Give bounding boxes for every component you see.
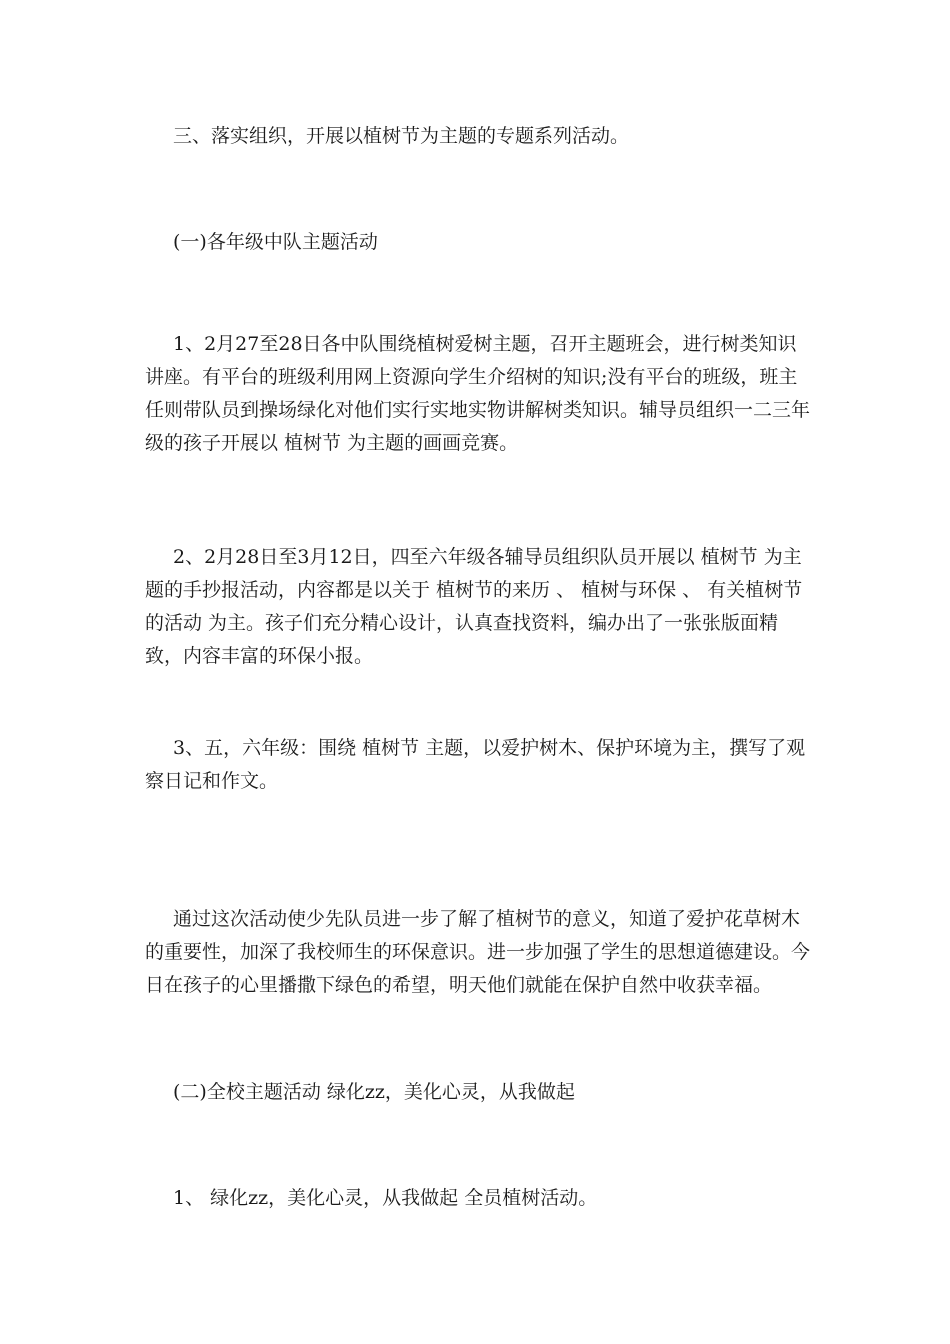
subsection-heading: (一)各年级中队主题活动 <box>173 231 378 253</box>
paragraph-item-3: 3、五，六年级：围绕 植树节 主题，以爱护树木、保护环境为主，撰写了观察日记和作文。 <box>145 737 806 792</box>
summary-paragraph: 通过这次活动使少先队员进一步了解了植树节的意义，知道了爱护花草树木的重要性，加深了我校师生的环保意识。进一步加强了学生的思想道德建设。今日在孩子的心里播撒下绿色的希望，明天他们就能在保护自然中收获幸福。 <box>145 908 811 996</box>
section-heading: 三、落实组织，开展以植树节为主题的专题系列活动。 <box>173 125 630 147</box>
paragraph-item-2: 2、2月28日至3月12日，四至六年级各辅导员组织队员开展以 植树节 为主题的手抄报活动，内容都是以关于 植树节的来历 、 植树与环保 、 有关植树节的活动 为主。孩子们充分精心设计，认真查找资料，编办出了一张张版面精致，内容丰富的环保小报。 <box>145 546 803 667</box>
subsection-heading-2: (二)全校主题活动 绿化zz，美化心灵，从我做起 <box>173 1081 575 1103</box>
paragraph-item-4: 1、 绿化zz，美化心灵，从我做起 全员植树活动。 <box>173 1187 598 1209</box>
paragraph-item-1: 1、2月27至28日各中队围绕植树爱树主题，召开主题班会，进行树类知识讲座。有平台的班级利用网上资源向学生介绍树的知识;没有平台的班级，班主任则带队员到操场绿化对他们实行实地实物讲解树类知识。辅导员组织一二三年级的孩子开展以 植树节 为主题的画画竞赛。 <box>145 333 811 454</box>
